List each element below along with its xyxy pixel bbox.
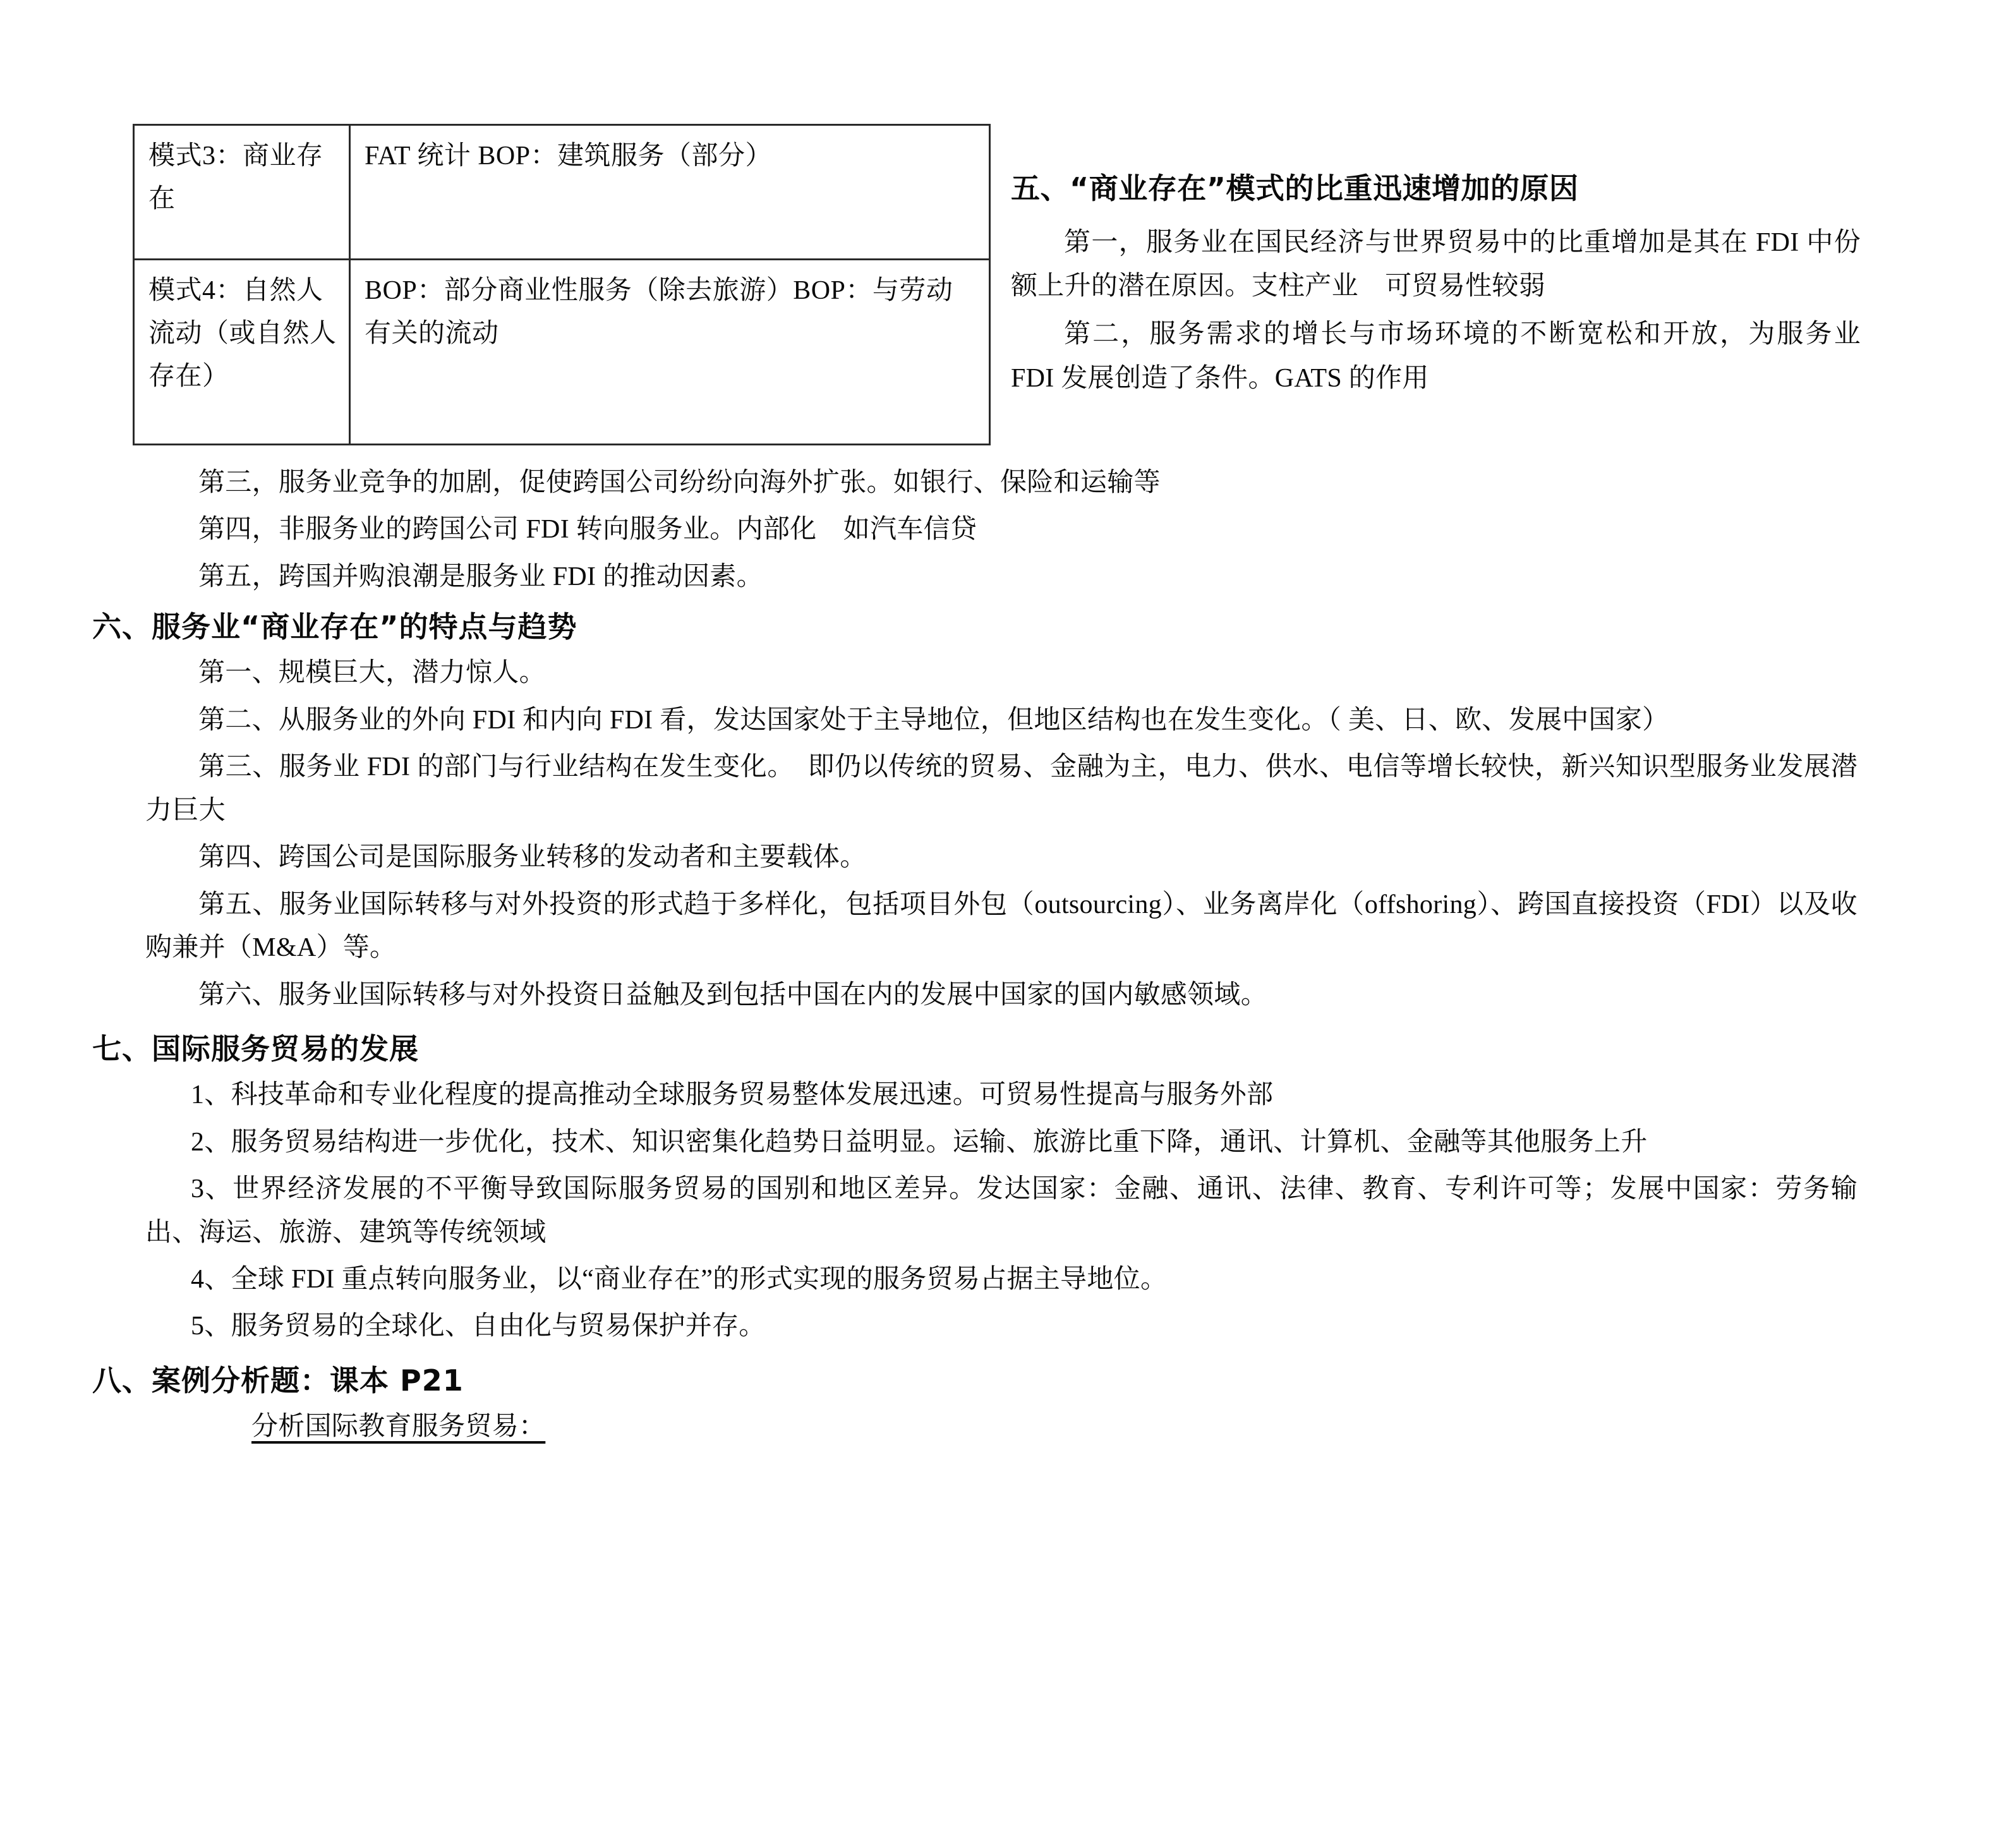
- section-five-paragraph-4: 第四，非服务业的跨国公司 FDI 转向服务业。内部化 如汽车信贷: [198, 515, 977, 545]
- table-row: [134, 125, 990, 260]
- document-body: [92, 461, 1857, 1452]
- section-five-paragraph-2: 第二，服务需求的增长与市场环境的不断宽松和开放，为服务业 FDI 发展创造了条件。GATS 的作用: [1011, 319, 1861, 393]
- service-mode-table: [133, 124, 991, 445]
- section-five-paragraph-3: 第三，服务业竞争的加剧，促使跨国公司纷纷向海外扩张。如银行、保险和运输等: [198, 468, 1161, 497]
- section-six-item-2: 第二、从服务业的外向 FDI 和内向 FDI 看，发达国家处于主导地位，但地区结构也在发生变化。（ 美、日、欧、发展中国家）: [198, 705, 1669, 735]
- section-seven-item-4: 4、全球 FDI 重点转向服务业，以“商业存在”的形式实现的服务贸易占据主导地位。: [191, 1264, 1168, 1294]
- section-seven-item-3: 3、世界经济发展的不平衡导致国际服务贸易的国别和地区差异。发达国家：金融、通讯、法律、教育、专利许可等；发展中国家：劳务输出、海运、旅游、建筑等传统领域: [145, 1175, 1857, 1247]
- section-seven-item-1: 1、科技革命和专业化程度的提高推动全球服务贸易整体发展迅速。可贸易性提高与服务外部: [191, 1080, 1274, 1110]
- table-row: [134, 260, 990, 445]
- section-six-heading: 六、服务业“商业存在”的特点与趋势: [92, 610, 577, 644]
- section-six-item-6: 第六、服务业国际转移与对外投资日益触及到包括中国在内的发展中国家的国内敏感领域。: [198, 980, 1268, 1010]
- section-six-item-3: 第三、服务业 FDI 的部门与行业结构在发生变化。 即仍以传统的贸易、金融为主，电力、供水、电信等增长较快，新兴知识型服务业发展潜力巨大: [145, 752, 1857, 825]
- section-eight-subtitle-wrapper: [145, 1405, 1857, 1448]
- section-five-paragraph-5: 第五，跨国并购浪潮是服务业 FDI 的推动因素。: [198, 562, 763, 591]
- table-cell-description: FAT 统计 BOP：建筑服务（部分）: [350, 125, 990, 260]
- section-five-paragraph-1: 第一，服务业在国民经济与世界贸易中的比重增加是其在 FDI 中份额上升的潜在原因。支柱产业 可贸易性较弱: [1011, 227, 1861, 301]
- section-six-item-5: 第五、服务业国际转移与对外投资的形式趋于多样化，包括项目外包（outsourcing）、业务离岸化（offshoring）、跨国直接投资（FDI）以及收购兼并（M&A）等。: [145, 890, 1857, 963]
- section-five-block: [1011, 171, 1861, 404]
- section-six-item-4: 第四、跨国公司是国际服务业转移的发动者和主要载体。: [198, 843, 867, 873]
- section-seven-heading: 七、国际服务贸易的发展: [92, 1032, 419, 1066]
- section-seven-item-5: 5、服务贸易的全球化、自由化与贸易保护并存。: [191, 1312, 766, 1341]
- table-cell-mode: 模式4：自然人流动（或自然人存在）: [134, 260, 350, 445]
- section-eight-subtitle: 分析国际教育服务贸易：: [251, 1411, 546, 1441]
- section-six-item-1: 第一、规模巨大，潜力惊人。: [198, 658, 546, 688]
- section-five-heading: 五、“商业存在”模式的比重迅速增加的原因: [1011, 171, 1579, 205]
- section-eight-heading: 八、案例分析题：课本 P21: [92, 1363, 464, 1398]
- section-seven-item-2: 2、服务贸易结构进一步优化，技术、知识密集化趋势日益明显。运输、旅游比重下降，通讯、计算机、金融等其他服务上升: [191, 1127, 1648, 1157]
- table-cell-description: BOP：部分商业性服务（除去旅游）BOP：与劳动有关的流动: [350, 260, 990, 445]
- table-cell-mode: 模式3：商业存在: [134, 125, 350, 260]
